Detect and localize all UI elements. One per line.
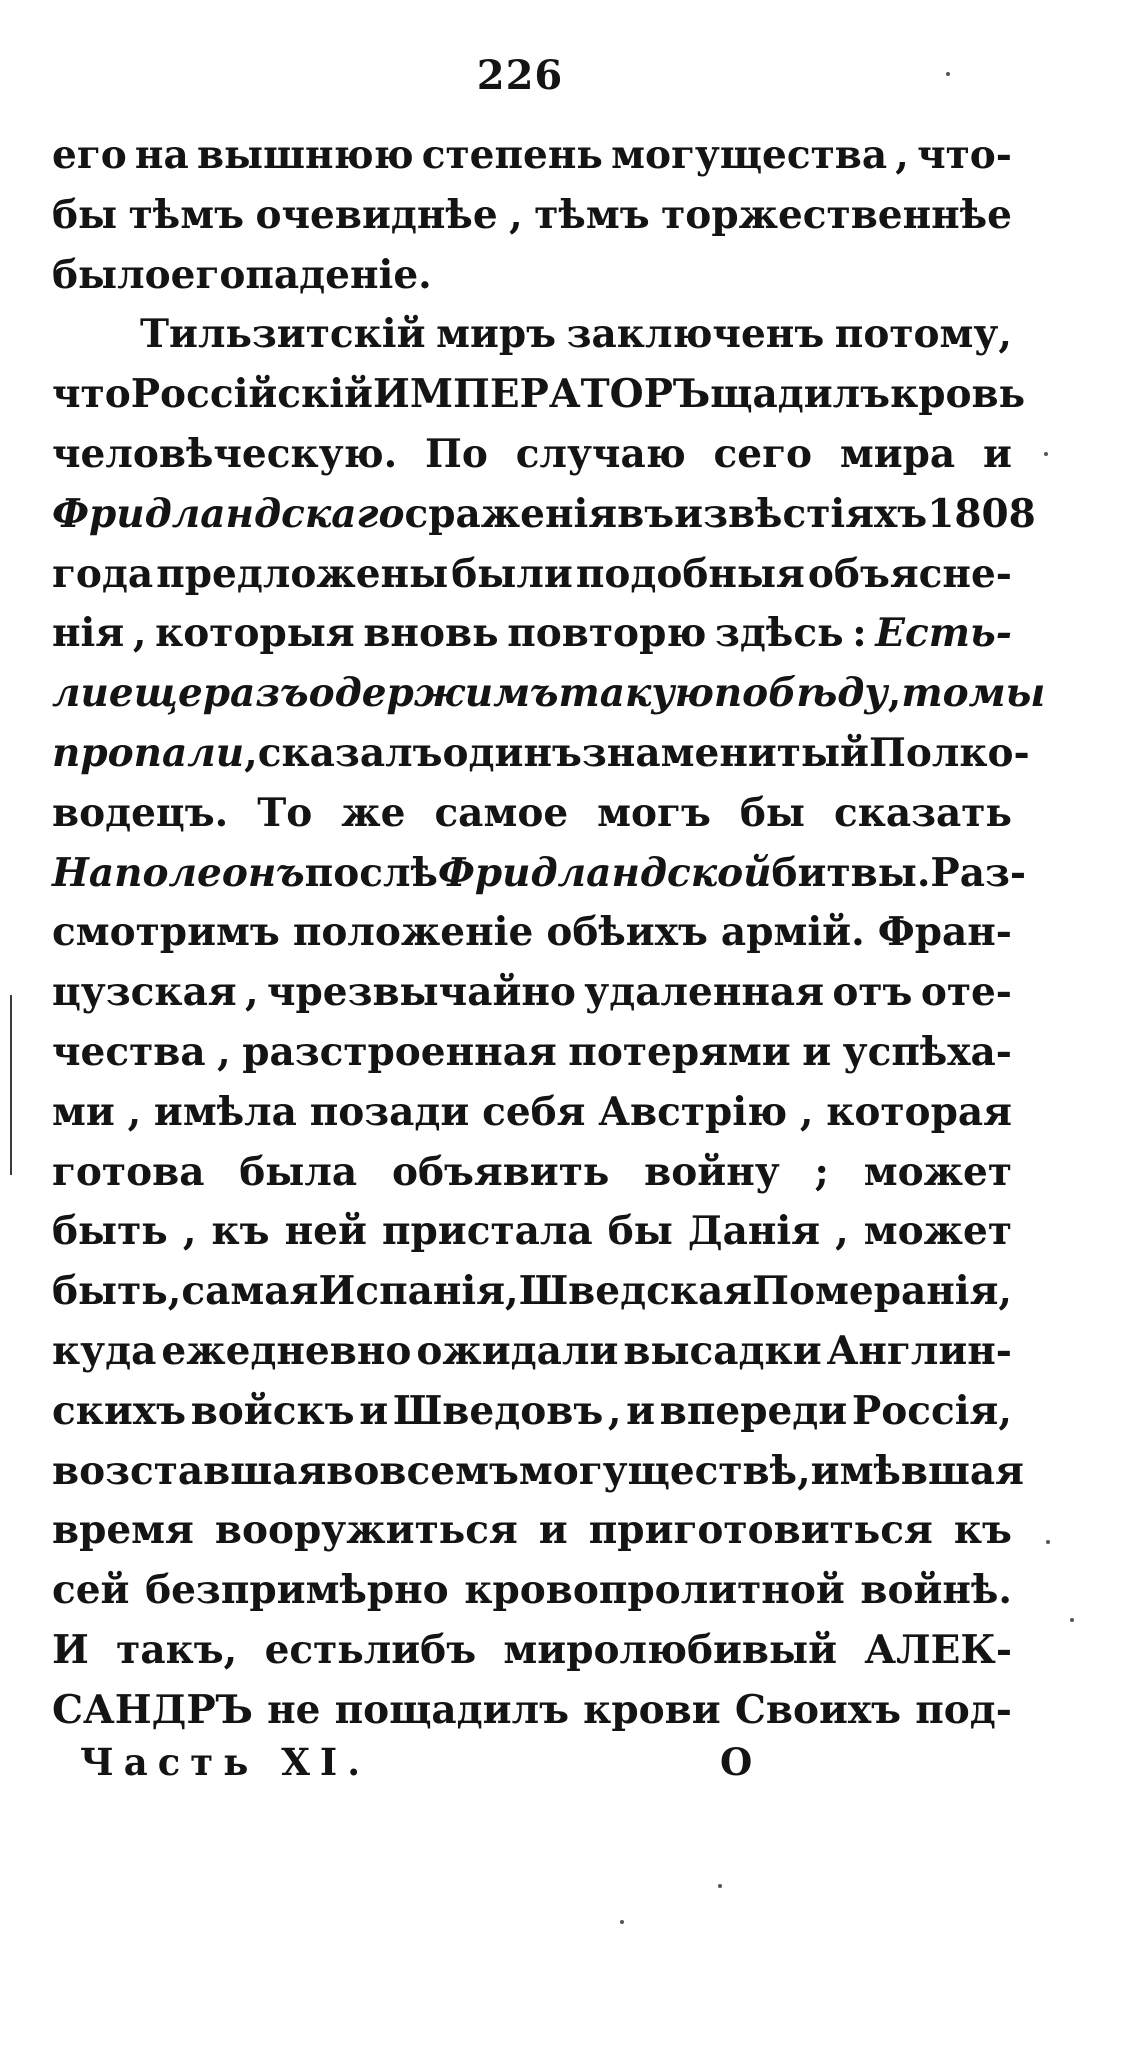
text-word: Шведовъ (392, 1387, 604, 1434)
text-line (52, 1621, 1012, 1681)
text-line (52, 1501, 1012, 1561)
text-word: , (127, 1088, 142, 1135)
text-word: САНДРЪ (52, 1686, 253, 1733)
body-text (52, 126, 1046, 1741)
text-word: быть, (52, 1268, 182, 1315)
text-word: торжественнѣе (661, 191, 1012, 238)
paper-speck (1046, 1540, 1050, 1544)
text-word: случаю (515, 430, 686, 477)
text-line (52, 305, 1012, 365)
text-word: куда (52, 1327, 157, 1374)
text-word: подобныя (575, 550, 805, 597)
text-word: къ (953, 1507, 1012, 1554)
text-word: извѣстіяхъ (674, 490, 928, 537)
text-word: , (245, 969, 259, 1016)
text-word: войскъ (190, 1387, 355, 1434)
text-word: такую (558, 670, 714, 717)
text-word: быть (52, 1208, 168, 1255)
text-word: къ (211, 1208, 270, 1255)
text-word: ней (284, 1208, 367, 1255)
text-word: тѣмъ (128, 191, 244, 238)
text-word: Россійскій (130, 371, 373, 418)
text-word: потому, (834, 311, 1012, 358)
text-word: что- (917, 132, 1012, 178)
text-line (52, 1382, 1012, 1442)
text-word: , (797, 1447, 811, 1494)
text-word: что (52, 371, 131, 418)
text-word: высадки (623, 1327, 822, 1374)
text-word: повторю (507, 610, 707, 657)
text-word: мы (968, 670, 1046, 717)
text-word: всемъ (379, 1447, 519, 1494)
text-word: не (267, 1686, 321, 1733)
text-line (52, 186, 1012, 246)
text-word: Данія (687, 1208, 821, 1255)
text-line (52, 604, 1012, 664)
text-word: была (239, 1148, 358, 1195)
text-word: потерями (568, 1028, 791, 1075)
text-word: миролюбивый (503, 1626, 838, 1673)
text-word: естьлибъ (264, 1626, 477, 1673)
text-word: приготовиться (588, 1507, 933, 1554)
text-word: степень (421, 132, 603, 178)
signature-letter: О (720, 1740, 753, 1784)
text-word: , (799, 1088, 814, 1135)
text-word: Фридландскаго (52, 490, 405, 537)
text-word: армій. (720, 909, 865, 956)
text-word: которыя (155, 610, 355, 657)
text-word: , (509, 191, 523, 238)
text-line (52, 365, 1026, 425)
text-word: сей (52, 1567, 130, 1614)
text-word: пощадилъ (334, 1686, 570, 1733)
text-word: разстроенная (242, 1028, 557, 1075)
text-word: чрезвычайно (266, 969, 576, 1016)
text-word: самая (181, 1268, 319, 1315)
text-word: возставшая (52, 1447, 327, 1494)
text-word: , (132, 610, 147, 657)
text-word: и (626, 1387, 656, 1434)
text-word: ; (814, 1148, 829, 1195)
text-word: Австрію (598, 1088, 788, 1135)
text-line (52, 844, 1027, 904)
text-word: отъ (832, 969, 913, 1016)
text-word: , (895, 132, 909, 178)
text-line (52, 1143, 1012, 1203)
text-line (52, 724, 1030, 784)
text-word: скихъ (52, 1387, 187, 1434)
text-line (52, 485, 1036, 545)
text-word: въ (617, 490, 675, 537)
text-word: Фридландской (437, 849, 772, 896)
text-word: года (52, 550, 154, 597)
text-line (52, 664, 1046, 724)
text-word: смотримъ (52, 909, 280, 956)
text-word: Наполеонъ (52, 849, 305, 896)
paper-speck (1044, 452, 1048, 456)
text-word: нія (52, 610, 125, 657)
text-word: бы (52, 191, 118, 238)
text-word: Есть- (875, 610, 1012, 657)
text-word: себя (482, 1088, 586, 1135)
text-word: время (52, 1507, 194, 1554)
text-word: которая (826, 1088, 1012, 1135)
text-line (52, 246, 1012, 306)
text-word: кровь (890, 371, 1026, 418)
text-word: во (326, 1447, 380, 1494)
text-word: ИМПЕРАТОРЪ (372, 371, 711, 418)
text-line (52, 545, 1012, 605)
text-word: сказалъ (257, 729, 443, 776)
text-word: сказать (833, 789, 1012, 836)
text-word: водецъ. (52, 789, 229, 836)
text-word: удаленная (584, 969, 825, 1016)
text-word: еще (108, 670, 203, 717)
text-word: Раз- (930, 849, 1027, 896)
text-line (52, 784, 1012, 844)
text-word: , (607, 1387, 622, 1434)
text-word: знаменитый (581, 729, 869, 776)
text-word: чества (52, 1028, 206, 1075)
text-word: позади (309, 1088, 470, 1135)
text-word: и (538, 1507, 568, 1554)
text-word: войну (644, 1148, 780, 1195)
text-word: послѣ (304, 849, 438, 896)
page-number: 226 (476, 52, 564, 99)
text-word: на (134, 132, 189, 178)
text-word: вышнюю (196, 132, 414, 178)
text-word: очевиднѣе (255, 191, 498, 238)
paper-speck (718, 1884, 722, 1888)
text-word: и (359, 1387, 389, 1434)
text-word: его (170, 251, 246, 298)
text-word: положеніе (292, 909, 534, 956)
text-word: То (257, 789, 313, 836)
text-word: Померанія, (752, 1268, 1012, 1315)
text-word: тѣмъ (534, 191, 650, 238)
text-word: то (901, 670, 969, 717)
text-word: ми (52, 1088, 115, 1135)
text-word: сраженія (404, 490, 618, 537)
text-line (52, 425, 1012, 485)
text-word: и (802, 1028, 832, 1075)
text-word: Шведская (518, 1268, 753, 1315)
text-line (52, 1083, 1012, 1143)
text-word: его (52, 132, 127, 178)
text-word: цузская (52, 969, 237, 1016)
text-line (52, 1561, 1012, 1621)
margin-rule (10, 995, 12, 1175)
text-word: человѣческую. (52, 430, 398, 477)
text-word: , (887, 670, 902, 717)
text-line (52, 1023, 1012, 1083)
text-word: ежедневно (161, 1327, 412, 1374)
text-word: обѣихъ (546, 909, 708, 956)
text-word: бы (607, 1208, 673, 1255)
text-word: АЛЕК- (864, 1626, 1012, 1673)
text-word: Англин- (826, 1327, 1012, 1374)
text-word: ожидали (416, 1327, 619, 1374)
text-word: ли (52, 670, 109, 717)
text-word: Своихъ (734, 1686, 902, 1733)
text-word: могуществѣ (518, 1447, 798, 1494)
text-word: бы (739, 789, 805, 836)
paper-speck (620, 1920, 624, 1924)
paper-speck (946, 72, 950, 76)
text-word: имѣла (153, 1088, 297, 1135)
text-word: предложены (156, 550, 449, 597)
text-word: Испанія, (318, 1268, 519, 1315)
text-word: побѣду (713, 670, 888, 717)
text-word: крови (583, 1686, 721, 1733)
text-word: паденіе. (245, 251, 432, 298)
text-word: мира (839, 430, 956, 477)
text-line (52, 1442, 1024, 1502)
text-word: одержимъ (308, 670, 559, 717)
text-word: щадилъ (710, 371, 891, 418)
text-word: Фран- (877, 909, 1012, 956)
text-word: самое (434, 789, 569, 836)
text-word: По (425, 430, 488, 477)
text-word: было (52, 251, 171, 298)
text-word: пристала (381, 1208, 593, 1255)
text-word: вооружиться (214, 1507, 518, 1554)
text-word: 1808 (927, 490, 1036, 537)
paper-speck (1070, 1618, 1074, 1622)
text-word: безпримѣрно (145, 1567, 449, 1614)
text-word: вновь (363, 610, 499, 657)
text-line (52, 1681, 1012, 1741)
signature-line (80, 1740, 980, 1800)
text-word: под- (915, 1686, 1012, 1733)
text-word: войнѣ. (860, 1567, 1012, 1614)
signature-part: Часть XI. (80, 1740, 371, 1784)
text-word: могущества (611, 132, 888, 178)
text-word: здѣсь (715, 610, 844, 657)
text-word: может (863, 1148, 1012, 1195)
text-word: такъ, (116, 1626, 238, 1673)
text-line (52, 1262, 1012, 1322)
text-word: были (451, 550, 573, 597)
text-word: Полко- (868, 729, 1030, 776)
text-word: , (244, 729, 258, 776)
text-word: может (863, 1208, 1012, 1255)
text-word: , (835, 1208, 849, 1255)
text-word: , (182, 1208, 197, 1255)
text-word: : (852, 610, 867, 657)
text-word: и (983, 430, 1012, 477)
text-word: миръ (436, 311, 557, 358)
text-word: И (52, 1626, 89, 1673)
text-word: Тильзитскій (140, 311, 426, 358)
text-line (52, 963, 1012, 1023)
text-word: битвы. (771, 849, 931, 896)
text-word: объявить (391, 1148, 610, 1195)
text-word: имѣвшая (810, 1447, 1024, 1494)
text-line (52, 903, 1012, 963)
text-word: разъ (202, 670, 309, 717)
text-line (52, 126, 1012, 186)
text-word: сего (713, 430, 813, 477)
text-word: объясне- (807, 550, 1012, 597)
text-word: одинъ (442, 729, 582, 776)
text-word: успѣха- (842, 1028, 1012, 1075)
text-word: же (341, 789, 406, 836)
text-word: кровопролитной (464, 1567, 845, 1614)
text-word: оте- (920, 969, 1012, 1016)
text-word: могъ (597, 789, 711, 836)
text-word: пропали (52, 729, 245, 776)
text-word: готова (52, 1148, 205, 1195)
text-word: Россія, (851, 1387, 1012, 1434)
text-word: , (217, 1028, 231, 1075)
text-line (52, 1322, 1012, 1382)
text-word: впереди (659, 1387, 848, 1434)
text-word: заключенъ (566, 311, 825, 358)
text-line (52, 1202, 1012, 1262)
